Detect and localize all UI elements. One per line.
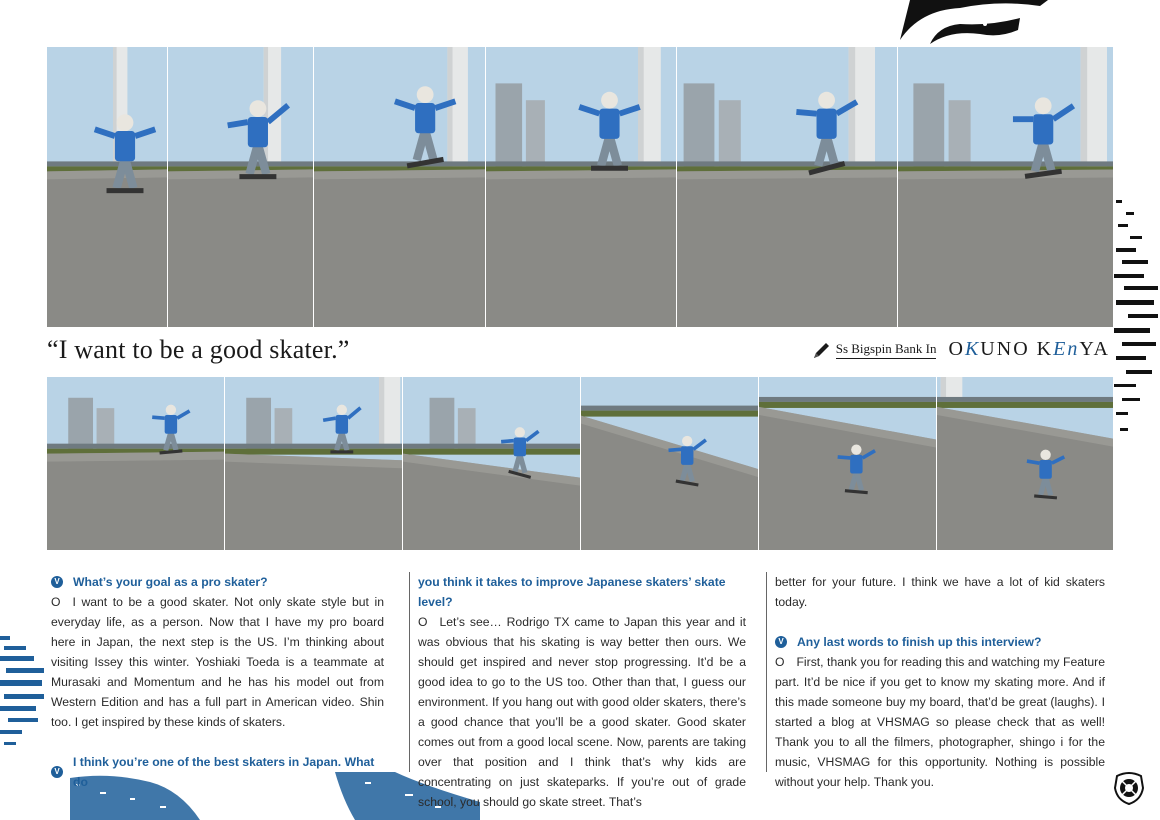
answer-2: [418, 612, 746, 812]
photo-frame: [47, 377, 225, 550]
column-3: [766, 572, 1105, 789]
skater-name-letter: N: [996, 338, 1014, 360]
photo-frame: [677, 47, 898, 327]
question-1: [51, 572, 384, 592]
answer-marker: O: [51, 595, 61, 609]
skater-name-letter: O: [1013, 338, 1030, 360]
answer-1: [51, 592, 384, 732]
question-2: [51, 752, 384, 792]
headline-quote: “I want to be a good skater.”: [47, 335, 350, 364]
skater-name-letter: O: [948, 338, 965, 360]
answer-text: First, thank you for reading this and watching my Feature part. It’d be nice if you get to know my skating more. And if this made someone buy my board, that’d be great (laughs). I started a blog at VHSMAG so please check that as well! Thank you to all the filmers, photographer, shingo i for the music, VHSMAG for this opportunity. Nothing is possible without your help. Thank you.: [775, 655, 1105, 789]
photo-sequence-top: [47, 47, 1113, 327]
photo-frame: [225, 377, 403, 550]
skater-name-letter: Y: [1079, 338, 1094, 360]
answer-text: Let’s see… Rodrigo TX came to Japan this year and it was obvious that his skating is way better then ours. We should get inspired and never stop progressing. It’d be a good idea to go to the US too. Other than that, I guess our environment. If you hang out with good older skaters, there’s a good chance that you’ll be a good skater. Good skater comes out from a good local scene. Now, parents are taking over that position and I think that’s why kids are concentrating on just skateparks. If you’re out of grade school, you should go skate street. That’s: [418, 615, 746, 809]
photo-frame: [581, 377, 759, 550]
photo-frame: [898, 47, 1113, 327]
question-marker-icon: V: [51, 766, 63, 778]
skater-name-letter: E: [1053, 338, 1068, 360]
pen-icon: [812, 340, 832, 360]
blue-halftone-left: [0, 632, 46, 752]
skater-name-letter: n: [1067, 338, 1080, 360]
column-1: [51, 572, 384, 792]
question-marker-icon: V: [51, 576, 63, 588]
interview-text: [47, 572, 1113, 809]
answer-text: I want to be a good skater. Not only skate style but in everyday life, as a person. Now that I have my pro board here in Japan, the next step is the US. I’m thinking about visiting Issey this winter. Yoshiaki Toeda is a teammate at Murasaki and Momentum and he has his model out from Western Edition and has a full part in American video. Shin too. I get inspired by these kinds of skaters.: [51, 595, 384, 729]
question-3: [775, 632, 1105, 652]
skater-name-letter: A: [1093, 338, 1110, 360]
answer-3: [775, 652, 1105, 792]
photo-frame: [486, 47, 677, 327]
skater-name-letter: K: [1036, 338, 1054, 360]
skater-name-letter: [1030, 338, 1037, 360]
question-2-continued: you think it takes to improve Japanese skaters’ skate level?: [418, 575, 726, 609]
answer-marker: O: [418, 615, 428, 629]
skater-name-letter: U: [980, 338, 997, 360]
question-marker-icon: V: [775, 636, 787, 648]
photo-frame: [314, 47, 486, 327]
photo-sequence-bottom: [47, 377, 1113, 550]
question-text: Any last words to finish up this interview?: [797, 635, 1042, 649]
black-halftone-right: [1112, 190, 1160, 450]
question-text: I think you’re one of the best skaters in Japan. What do: [73, 755, 375, 789]
photo-frame: [937, 377, 1113, 550]
column-2: [409, 572, 746, 809]
photo-frame: [47, 47, 168, 327]
skater-name: [948, 338, 1110, 361]
photo-frame: [168, 47, 314, 327]
photo-frame: [403, 377, 581, 550]
magazine-emblem-icon: [1111, 770, 1147, 806]
photo-frame: [759, 377, 937, 550]
black-splatter-top: [890, 0, 1050, 48]
trick-name: Ss Bigspin Bank In: [836, 341, 937, 359]
question-text: What’s your goal as a pro skater?: [73, 575, 268, 589]
skater-name-letter: K: [964, 338, 981, 360]
answer-marker: O: [775, 655, 785, 669]
trick-credit: [812, 338, 1110, 361]
answer-2-continued: better for your future. I think we have a lot of kid skaters today.: [775, 575, 1105, 609]
